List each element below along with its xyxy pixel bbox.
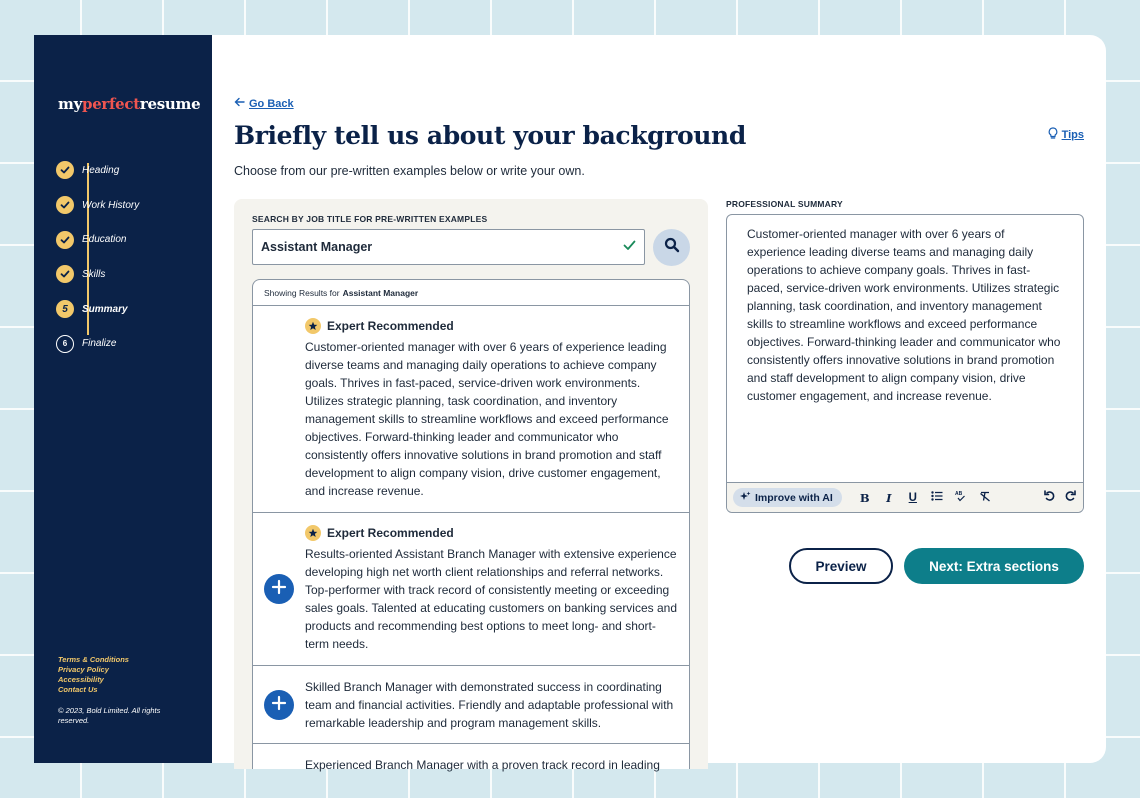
star-icon [305,525,321,541]
badge-label: Expert Recommended [327,526,454,540]
search-icon [664,237,680,258]
tips-label: Tips [1061,129,1084,141]
lightbulb-icon [1048,127,1058,143]
example-text: Experienced Branch Manager with a proven track record in leading [305,758,660,772]
step-skills[interactable] [56,257,139,292]
step-work-history[interactable] [56,188,139,223]
step-number: 6 [56,335,74,353]
copyright: © 2023, Bold Limited. All rights reserved. [58,706,161,725]
search-label: SEARCH BY JOB TITLE FOR PRE-WRITTEN EXAMPLES [252,214,488,224]
step-summary[interactable] [56,292,139,327]
sparkle-icon [740,491,751,505]
expert-badge [305,525,679,541]
sidebar [34,35,212,763]
step-label: Summary [82,303,128,315]
plus-icon [272,696,286,715]
summary-text[interactable]: Customer-oriented manager with over 6 years of experience leading diverse teams and managing daily operations to achieve company goals. Thrives in fast-paced, service-driven work environments. Utilizes strategic planning, task coordination, and inventory management skills to streamline workflows and exceed performance objectives. Forward-thinking leader and communicator who consistently offers innovative solutions in brand promotion and staff development to align company vision, drive customer engagement, and increase revenue. [747,227,1061,403]
examples-panel [234,199,708,772]
svg-text:AB: AB [954,491,963,497]
page-subtitle: Choose from our pre-written examples below or write your own. [234,164,585,178]
underline-icon[interactable]: U [908,491,917,504]
step-finalize[interactable] [56,326,139,361]
check-icon [56,265,74,283]
step-label: Finalize [82,338,117,350]
summary-label: PROFESSIONAL SUMMARY [726,199,843,209]
results-query: Assistant Manager [342,287,419,298]
results-prefix: Showing Results for [264,287,340,298]
preview-button[interactable]: Preview [789,548,893,584]
bullet-list-icon[interactable] [930,491,944,504]
redo-icon[interactable] [1063,490,1077,505]
check-icon [56,196,74,214]
add-example-button[interactable] [264,574,294,604]
page-title: Briefly tell us about your background [234,121,746,150]
improve-with-ai-button[interactable] [733,488,842,507]
go-back-label: Go Back [249,97,294,110]
accessibility-link[interactable]: Accessibility [58,675,104,684]
results-header [253,280,689,306]
add-example-button[interactable] [264,690,294,720]
privacy-link[interactable]: Privacy Policy [58,665,109,674]
example-card[interactable] [253,666,689,744]
arrow-left-icon [234,97,245,110]
check-icon [56,231,74,249]
job-title-search-input[interactable] [252,229,645,265]
example-card[interactable] [253,513,689,666]
step-education[interactable] [56,222,139,257]
undo-icon[interactable] [1043,490,1057,505]
summary-editor[interactable] [726,214,1084,513]
example-card[interactable] [253,744,689,786]
plus-icon [272,580,286,599]
example-text: Customer-oriented manager with over 6 years of experience leading diverse teams and managing daily operations to achieve company goals. Thrives in fast-paced, service-driven work environments. Utilizes strategic planning, task coordination, and inventory management skills to streamline workflows and exceed performance objectives. Forward-thinking leader and communicator who consistently offers innovative solutions in brand promotion and staff development to align company vision, drive customer engagement, and increase revenue. [305,340,669,498]
example-text: Skilled Branch Manager with demonstrated success in coordinating team and financial activities. Friendly and adaptable professional with remarkable leadership and program management skills. [305,680,674,730]
example-text: Results-oriented Assistant Branch Manager with extensive experience developing high net worth client relationships and referral networks. Top-performer with track record of consistently meeting or exceeding sales goals. Talented at educating customers on banking services and products and recommending best options to meet long- and short-term needs. [305,547,678,651]
italic-icon[interactable]: I [886,490,892,505]
step-label: Skills [82,268,106,280]
editor-toolbar [727,482,1083,512]
tips-link[interactable] [1048,127,1084,143]
step-number: 5 [56,300,74,318]
progress-steps [56,153,139,361]
search-button[interactable] [653,229,690,266]
example-card[interactable] [253,306,689,513]
spellcheck-icon[interactable] [954,490,968,505]
next-extra-sections-button[interactable]: Next: Extra sections [904,548,1084,584]
contact-link[interactable]: Contact Us [58,685,98,694]
footer-links [58,655,129,695]
badge-label: Expert Recommended [327,319,454,333]
main-content [212,35,1106,772]
step-label: Work History [82,199,140,211]
search-value: Assistant Manager [261,240,373,254]
expert-badge [305,318,679,334]
step-heading[interactable] [56,153,139,188]
terms-link[interactable]: Terms & Conditions [58,655,129,664]
check-icon [623,238,636,256]
logo-part: my [58,95,82,113]
logo-part: resume [139,95,201,113]
results-list [252,279,690,772]
bold-icon[interactable]: B [859,490,870,505]
step-label: Education [82,234,127,246]
logo-accent: perfect [82,95,140,113]
app-window [34,35,1106,772]
brand-logo[interactable] [58,95,200,113]
go-back-link[interactable] [234,97,294,110]
star-icon [305,318,321,334]
check-icon [56,161,74,179]
improve-ai-label: Improve with AI [755,491,833,504]
clear-format-icon[interactable] [978,491,992,505]
step-label: Heading [82,164,120,176]
